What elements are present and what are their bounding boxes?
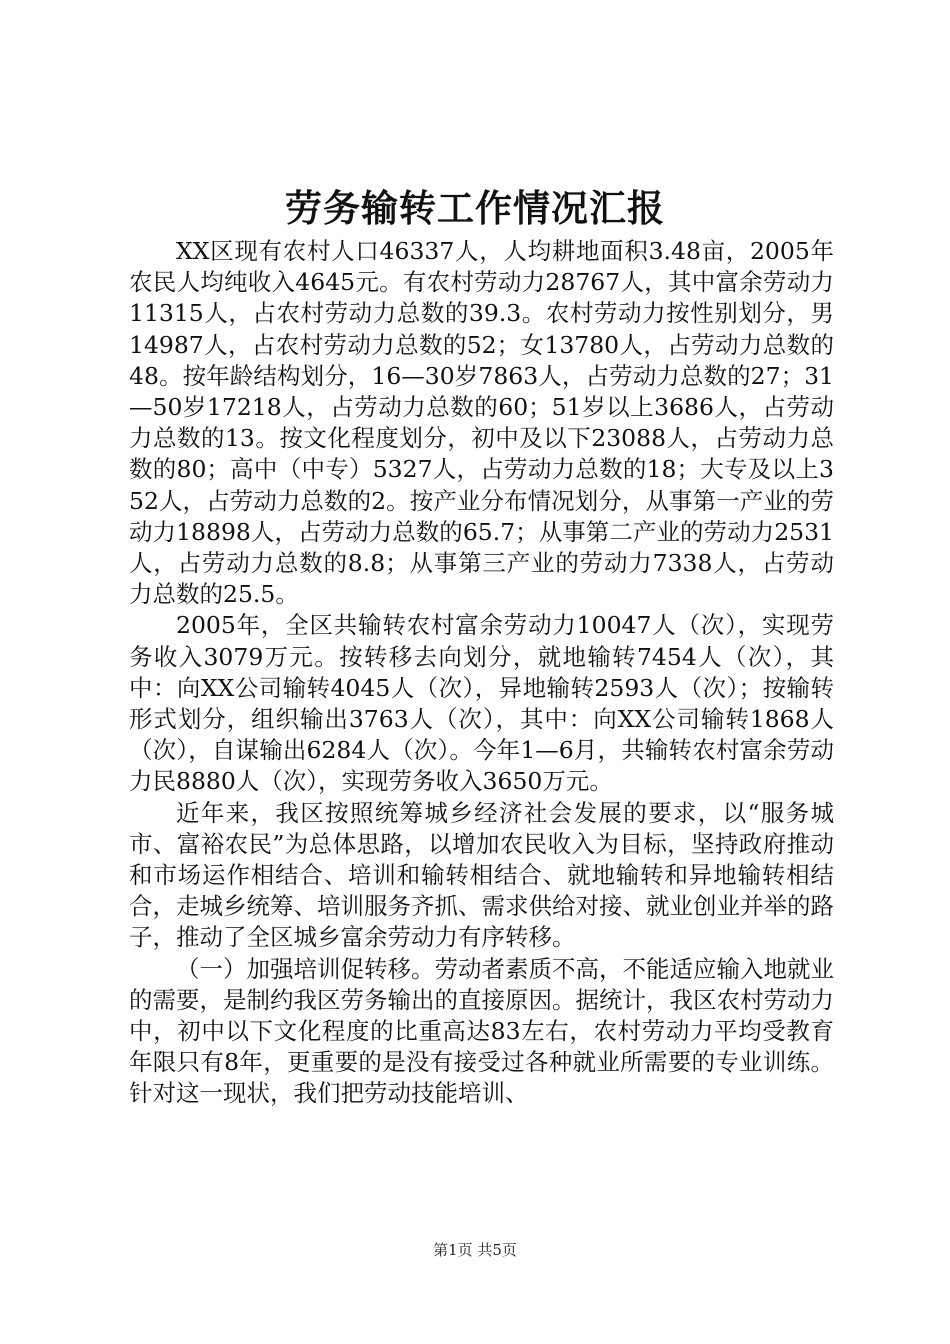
paragraph-population-overview: XX区现有农村人口46337人，人均耕地面积3.48亩，2005年农民人均纯收入4645元。有农村劳动力28767人，其中富余劳动力11315人，占农村劳动力总数的39.3。农村劳动力按性别划分，男14987人，占农村劳动力总数的52；女13780人，占劳动力总数的48。按年龄结构划分，16—30岁7863人，占劳动力总数的27；31—50岁17218人，占劳动力总数的60；51岁以上3686人，占劳动力总数的13。按文化程度划分，初中及以下23088人，占劳动力总数的80；高中（中专）5327人，占劳动力总数的18；大专及以上352人，占劳动力总数的2。按产业分布情况划分，从事第一产业的劳动力18898人，占劳动力总数的65.7；从事第二产业的劳动力2531人，占劳动力总数的8.8；从事第三产业的劳动力7338人，占劳动力总数的25.5。 [129,237,834,609]
page-footer: 第1页 共5页 [433,1241,517,1259]
document-body [129,236,834,1110]
paragraph-training: （一）加强培训促转移。劳动者素质不高，不能适应输入地就业的需要，是制约我区劳务输出的直接原因。据统计，我区农村劳动力中，初中以下文化程度的比重高达83左右，农村劳动力平均受教育年限只有8年，更重要的是没有接受过各种就业所需要的专业训练。针对这一现状，我们把劳动技能培训、 [129,954,834,1108]
document-title: 劳务输转工作情况汇报 [285,186,665,230]
paragraph-2005-transfer: 2005年，全区共输转农村富余劳动力10047人（次），实现劳务收入3079万元。按转移去向划分，就地输转7454人（次），其中：向XX公司输转4045人（次），异地输转2593人（次）；按输转形式划分，组织输出3763人（次），其中：向XX公司输转1868人（次），自谋输出6284人（次）。今年1—6月，共输转农村富余劳动力民8880人（次），实现劳务收入3650万元。 [129,611,834,796]
paragraph-approach: 近年来，我区按照统筹城乡经济社会发展的要求，以“服务城市、富裕农民”为总体思路，以增加农民收入为目标，坚持政府推动和市场运作相结合、培训和输转相结合、就地输转和异地输转相结合，走城乡统筹、培训服务齐抓、需求供给对接、就业创业并举的路子，推动了全区城乡富余劳动力有序转移。 [129,798,834,952]
